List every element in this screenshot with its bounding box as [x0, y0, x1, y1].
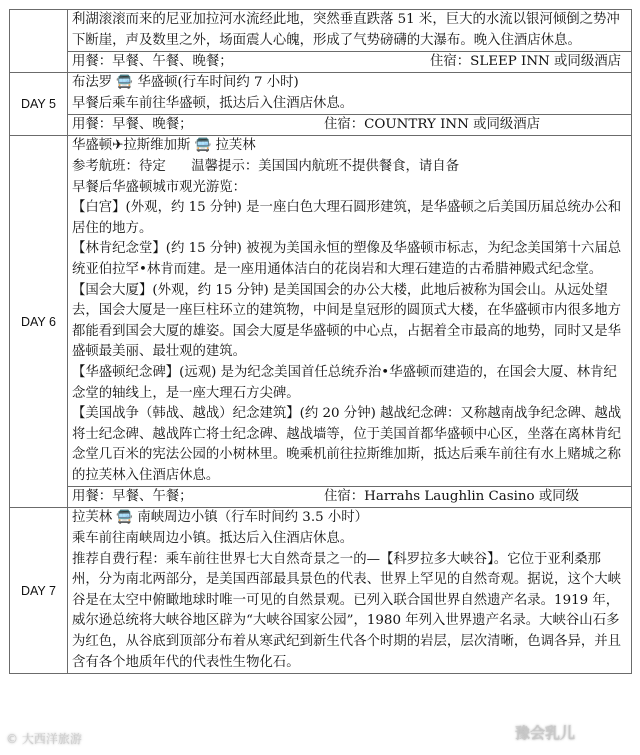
day7-route: 拉芙林 🚍 南峡周边小镇（行车时间约 3.5 小时）	[72, 510, 369, 526]
day6-meal-row	[10, 487, 632, 508]
day4-meals: 用餐：早餐、午餐、晚餐；	[72, 54, 233, 70]
day5-meal-cell	[68, 115, 632, 136]
day5-hotel: 住宿：COUNTRY INN 或同级酒店	[324, 117, 541, 133]
day6-meal-cell	[68, 487, 632, 508]
day4-meal-row	[10, 52, 632, 73]
day4-hotel: 住宿：SLEEP INN 或同级酒店	[430, 54, 621, 70]
day4-label-cell	[10, 10, 68, 73]
day6-hotel: 住宿：Harrahs Laughlin Casino 或同级	[324, 489, 580, 505]
day4-description-row	[10, 10, 632, 52]
day5-content	[68, 73, 632, 115]
day6-route: 华盛顿✈拉斯维加斯 🚍 拉芙林	[72, 138, 256, 154]
day4-description: 利湖滚滚而来的尼亚加拉河水流经此地，突然垂直跌落 51 米，巨大的水流以银河倾倒之势冲下断崖，声及数里之外，场面震人心魄，形成了气势磅礴的大瀑布。晚入住酒店休息。	[68, 10, 632, 52]
day6-capitol: 【国会大厦】(外观，约 15 分钟) 是美国国会的办公大楼，此地后被称为国会山。从远处望去，国会大厦是一座巨柱环立的建筑物，中间是皇冠形的圆顶式大楼，在华盛顿市内很多地方都能看到国会大厦的雄姿。国会大厦是华盛顿的中心点，占据着全市最高的地势，同时又是华盛顿最美丽、最壮观的建筑。	[72, 282, 622, 360]
day6-war-memorial: 【美国战争（韩战、越战）纪念建筑】(约 20 分钟) 越战纪念碑：又称越南战争纪念碑、越战将士纪念碑、越战阵亡将士纪念碑、越战墙等，位于美国首都华盛顿中心区，坐落在离林肯纪念堂几百米的宪法公园的小树林里。晚乘机前往拉斯维加斯，抵达后乘车前往有水上赌城之称的拉芙林入住酒店休息。	[72, 406, 622, 483]
day7-label: DAY 7	[10, 508, 68, 674]
day7-content	[68, 508, 632, 674]
day6-content-row	[10, 136, 632, 487]
day5-description: 早餐后乘车前往华盛顿，抵达后入住酒店休息。	[72, 95, 354, 111]
day6-meals: 用餐：早餐、午餐；	[72, 489, 193, 505]
day6-tour-intro: 早餐后华盛顿城市观光游览：	[72, 179, 247, 195]
day5-meals: 用餐：早餐、晚餐；	[72, 117, 193, 133]
watermark-left: © 大西洋旅游	[6, 732, 82, 746]
day5-content-row	[10, 73, 632, 115]
watermark-right: 豫会乳儿	[515, 724, 576, 742]
day4-meal-cell	[68, 52, 632, 73]
day7-optional-tour: 推荐自费行程：乘车前往世界七大自然奇景之一的—【科罗拉多大峡谷】。它位于亚利桑那州，分为南北两部分，是美国西部最具景色的代表、世界上罕见的自然奇观。据说，这个大峡谷是在太空中俯瞰地球时唯一可见的自然景观。已列入联合国世界自然遗产名录。1919 年，威尔逊总统将大峡谷地区辟为“大峡谷国家公园”，1980 年列入世界遗产名录。大峡谷山石多为红色，从谷底到顶部分布着从寒武纪到新生代各个时期的岩层，层次清晰，色调各异，并且含有各个地质年代的代表性生物化石。	[72, 551, 622, 670]
day5-route: 布法罗 🚍 华盛顿(行车时间约 7 小时)	[72, 75, 299, 91]
day7-content-row	[10, 508, 632, 674]
itinerary-table	[9, 9, 632, 674]
day5-label: DAY 5	[10, 73, 68, 136]
day6-whitehouse: 【白宫】(外观，约 15 分钟) 是一座白色大理石圆形建筑，是华盛顿之后美国历届总统办公和居住的地方。	[72, 200, 622, 236]
day5-meal-row	[10, 115, 632, 136]
day6-label: DAY 6	[10, 136, 68, 508]
day7-description: 乘车前往南峡周边小镇。抵达后入住酒店休息。	[72, 531, 354, 547]
day6-content	[68, 136, 632, 487]
day6-lincoln-memorial: 【林肯纪念堂】(约 15 分钟) 被视为美国永恒的塑像及华盛顿市标志，为纪念美国第十六届总统亚伯拉罕•林肯而建。是一座用通体洁白的花岗岩和大理石建造的古希腊神殿式纪念堂。	[72, 241, 622, 277]
day6-flight: 参考航班：待定 温馨提示：美国国内航班不提供餐食，请自备	[72, 158, 460, 174]
day6-washington-monument: 【华盛顿纪念碑】(远观) 是为纪念美国首任总统乔治•华盛顿而建造的，在国会大厦、林肯纪念堂的轴线上，是一座大理石方尖碑。	[72, 364, 617, 401]
